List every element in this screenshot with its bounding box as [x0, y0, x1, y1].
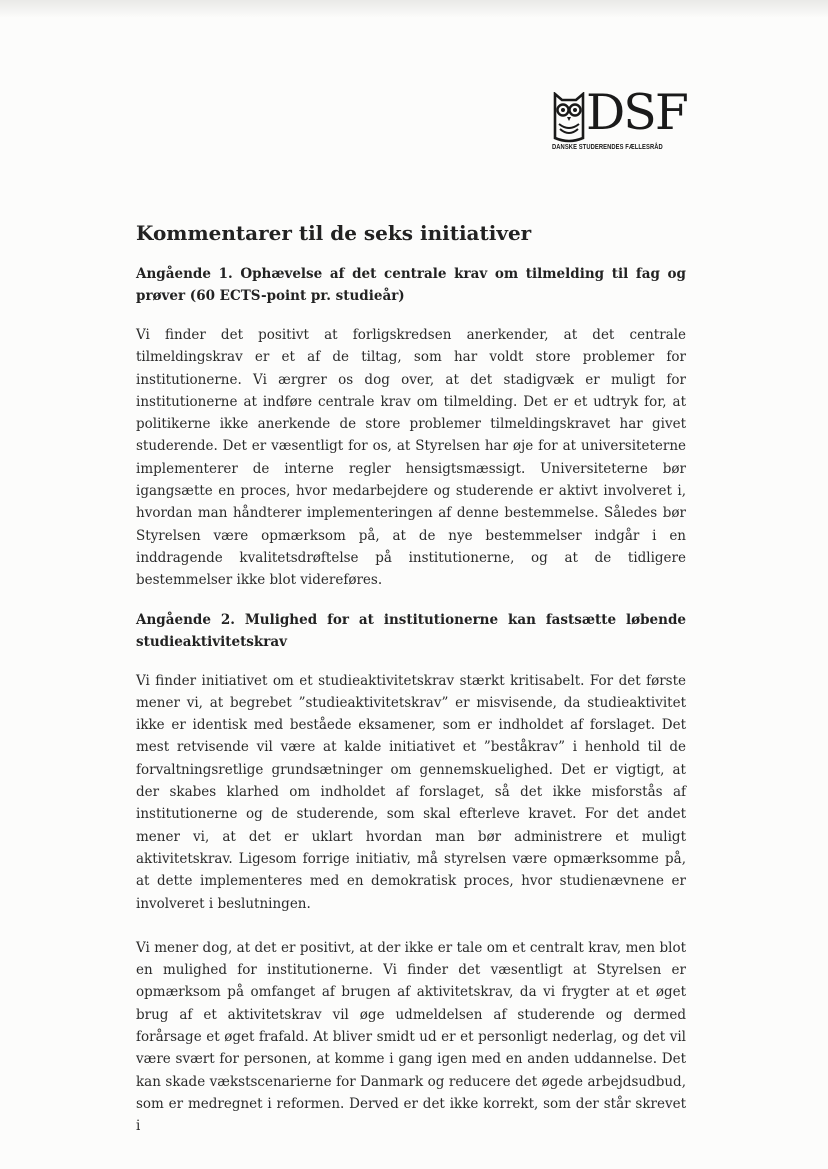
logo-subtitle: DANSKE STUDERENDES FÆLLESRÅD: [552, 144, 663, 151]
owl-icon: [552, 92, 586, 144]
dsf-logo: [552, 84, 688, 156]
section-1-heading: Angående 1. Ophævelse af det centrale krav om tilmelding til fag og prøver (60 ECTS-point pr. studieår): [136, 266, 686, 304]
document-body: [136, 218, 686, 1138]
logo-letters: DSF: [586, 84, 687, 141]
section-2-paragraph-2: Vi mener dog, at det er positivt, at der ikke er tale om et centralt krav, men blot en mulighed for institutionerne. Vi finder det væsentligt at Styrelsen er opmærksom på omfanget af brugen af aktivitetskrav, da vi frygter at et øget brug af et aktivitetskrav vil øge udmeldelsen af studerende og dermed forårsage et øget frafald. At bliver smidt ud er et personligt nederlag, og det vil være svært for personen, at komme i gang igen med en anden uddannelse. Det kan skade vækstscenarierne for Danmark og reducere det øgede arbejdsudbud, som er medregnet i reformen. Derved er det ikke korrekt, som der står skrevet i: [136, 939, 686, 1135]
section-2-heading: Angående 2. Mulighed for at institutionerne kan fastsætte løbende studieaktivitetskrav: [136, 611, 686, 650]
section-1-paragraph: Vi finder det positivt at forligskredsen anerkender, at det centrale tilmeldingskrav er et af de tiltag, som har voldt store problemer for institutionerne. Vi ærgrer os dog over, at det stadigvæk er muligt for institutionerne at indføre centrale krav om tilmelding. Det er et udtryk for, at politikerne ikke anerkende de store problemer tilmeldingskravet har givet studerende. Det er væsentligt for os, at Styrelsen har øje for at universiteterne implementerer de interne regler hensigtsmæssigt. Universiteterne bør igangsætte en proces, hvor medarbejdere og studerende er aktivt involveret i, hvordan man håndterer implementeringen af denne bestemmelse. Således bør Styrelsen være opmærksom på, at de nye bestemmelser indgår i en inddragende kvalitetsdrøftelse på institutionerne, og at de tidligere bestemmelser ikke blot videreføres.: [136, 327, 686, 589]
section-2-paragraph-1: Vi finder initiativet om et studieaktivitetskrav stærkt kritisabelt. For det første mener vi, at begrebet ”studieaktivitetskrav” er misvisende, da studieaktivitet ikke er identisk med beståede eksamener, som er indholdet af forslaget. Det mest retvisende vil være at kalde initiativet et ”beståkrav” i henhold til de forvaltningsretlige grundsætninger om gennemskuelighed. Det er vigtigt, at der skabes klarhed om indholdet af forslaget, så det ikke misforstås af institutionerne og de studerende, som skal efterleve kravet. For det andet mener vi, at det er uklart hvordan man bør administrere et muligt aktivitetskrav. Ligesom forrige initiativ, må styrelsen være opmærksomme på, at dette implementeres med en demokratisk proces, hvor studienævnene er involveret i beslutningen.: [136, 672, 686, 912]
page-top-shadow: [0, 0, 828, 18]
document-title: Kommentarer til de seks initiativer: [136, 221, 532, 245]
